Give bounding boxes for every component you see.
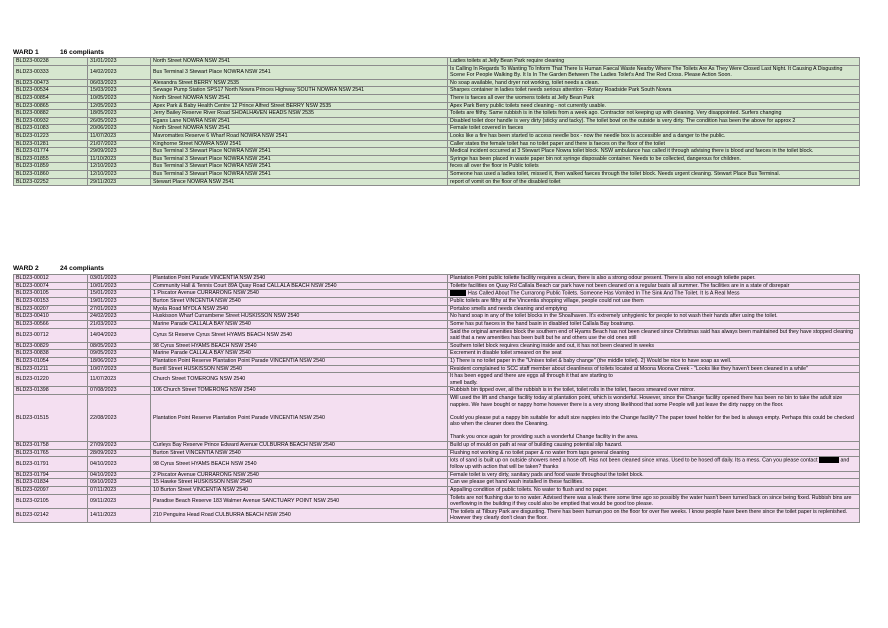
table-row xyxy=(14,275,860,283)
complaint-id-cell: BLD23-01054 xyxy=(14,357,88,365)
description-cell: Caller states the female toilet has no toilet paper and there is faeces on the floor of the toilet xyxy=(448,140,860,148)
date-cell: 27/09/2023 xyxy=(88,442,151,450)
table-row xyxy=(14,79,860,87)
table-row xyxy=(14,170,860,178)
ward-1-heading xyxy=(13,49,104,56)
table-row xyxy=(14,320,860,328)
table-row xyxy=(14,328,860,342)
description-cell: Rubbish bin tipped over, all the rubbish is in the toilet, toilet rolls in the toilet, faeces smeared over mirror. xyxy=(448,387,860,395)
table-row xyxy=(14,87,860,95)
date-cell: 09/05/2023 xyxy=(88,350,151,358)
address-cell: 10 Burton Street VINCENTIA NSW 2540 xyxy=(151,487,448,495)
date-cell: 26/05/2023 xyxy=(88,117,151,125)
description-cell: Build up of mould on path at rear of building causing potential slip hazard. xyxy=(448,442,860,450)
description-cell: Syringe has been placed in waste paper bin not syringe disposable container. Needs to be collected, dangerous for children. xyxy=(448,155,860,163)
address-cell: North Street NOWRA NSW 2541 xyxy=(151,94,448,102)
complaint-id-cell: BLD23-01859 xyxy=(14,163,88,171)
ward-2-count: 24 compliants xyxy=(60,265,104,272)
complaint-id-cell: BLD23-02252 xyxy=(14,178,88,186)
complaint-id-cell: BLD23-01758 xyxy=(14,442,88,450)
date-cell: 14/02/2023 xyxy=(88,65,151,79)
ward-1-table xyxy=(13,57,860,186)
address-cell: Community Hall & Tennis Court 89A Quay Road CALLALA BEACH NSW 2540 xyxy=(151,282,448,290)
description-cell: report of vomit on the floor of the disabled toilet xyxy=(448,178,860,186)
date-cell: 10/01/2023 xyxy=(88,282,151,290)
description-cell: Resident complained to SCC staff member about cleanliness of toilets located at Moona Moona Creek - "Looks like they haven't been cleaned in a while" xyxy=(448,365,860,373)
complaint-id-cell: BLD23-00105 xyxy=(14,290,88,298)
complaint-id-cell: BLD23-00207 xyxy=(14,305,88,313)
date-cell: 11/10/2023 xyxy=(88,155,151,163)
complaint-id-cell: BLD23-02097 xyxy=(14,487,88,495)
complaint-id-cell: BLD23-00153 xyxy=(14,298,88,306)
table-row xyxy=(14,65,860,79)
ward-2-heading xyxy=(13,265,104,272)
description-cell xyxy=(448,457,860,472)
address-cell: 98 Cyrus Street HYAMS BEACH NSW 2540 xyxy=(151,457,448,472)
description-text: lots of sand is built up on outside showers need a hose off. Has not been cleaned since xmas. Used to be hosed off daily. Its a mess. Can you please contact xyxy=(450,457,818,464)
complaint-id-cell: BLD23-01083 xyxy=(14,125,88,133)
description-cell: No soap available, hand dryer not working, toilet needs a clean. xyxy=(448,79,860,87)
address-cell: Burrill Street HUSKISSON NSW 2540 xyxy=(151,365,448,373)
address-cell: Bus Terminal 3 Stewart Place NOWRA NSW 2541 xyxy=(151,148,448,156)
date-cell: 09/11/2023 xyxy=(88,494,151,508)
complaint-id-cell: BLD23-00865 xyxy=(14,102,88,110)
description-cell: Toilets are filthy. Same rubbish is in the toilets from a week ago. Contractor not keeping up with cleaning. Very disappointed. Surfers changing xyxy=(448,110,860,118)
description-cell: Flushing not working & no toilet paper & no water from taps general cleaning xyxy=(448,449,860,457)
description-cell: It has been egged and there are eggs all through it that are starting to smell badly. xyxy=(448,373,860,387)
date-cell: 08/05/2023 xyxy=(88,342,151,350)
date-cell: 15/01/2023 xyxy=(88,290,151,298)
date-cell: 29/11/2023 xyxy=(88,178,151,186)
table-row xyxy=(14,117,860,125)
table-row xyxy=(14,110,860,118)
date-cell: 07/11/2023 xyxy=(88,487,151,495)
ward-1-count: 16 compliants xyxy=(60,49,104,56)
address-cell: 2 Piscator Avenue CURRARONG NSW 2540 xyxy=(151,471,448,479)
address-cell: Marine Parade CALLALA BAY NSW 2540 xyxy=(151,320,448,328)
description-cell: Plantation Point public toilette facility requires a clean, there is also a strong odour present. There is also not enough toilette paper. xyxy=(448,275,860,283)
table-row xyxy=(14,305,860,313)
table-row xyxy=(14,442,860,450)
table-row xyxy=(14,479,860,487)
address-cell: Jerry Bailey Reserve River Road SHOALHAVEN HEADS NSW 2535 xyxy=(151,110,448,118)
address-cell: Cyrus St Reserve Cyrus Street HYAMS BEACH NSW 2540 xyxy=(151,328,448,342)
complaint-id-cell: BLD23-01398 xyxy=(14,387,88,395)
complaint-id-cell: BLD23-00932 xyxy=(14,117,88,125)
description-cell: Is Calling In Regards To Wanting To Inform That There Is Human Faecal Waste Nearby Where The Toilets Are As They Were Closed Last Night. It Causing A Disgusting Scene For People Walking By. It Is In The Garden Between The Ladies Toilet's And The Red Cross. Please Action Soon. xyxy=(448,65,860,79)
description-cell: No hand soap in any of the toilet blocks in the Shoalhaven. It's extremely unhygienic for people to not wash their hands after using the toilet. xyxy=(448,313,860,321)
date-cell: 22/08/2023 xyxy=(88,394,151,441)
complaint-id-cell: BLD23-00854 xyxy=(14,94,88,102)
description-cell: Public toilets are filthy at the Vincentia shopping village, people could not use them xyxy=(448,298,860,306)
date-cell: 11/07/2023 xyxy=(88,132,151,140)
address-cell: Burton Street VINCENTIA NSW 2540 xyxy=(151,449,448,457)
complaint-id-cell: BLD23-02142 xyxy=(14,508,88,522)
complaint-id-cell: BLD23-01281 xyxy=(14,140,88,148)
complaint-id-cell: BLD23-02105 xyxy=(14,494,88,508)
description-cell: Apex Park Berry public toilets need cleaning - not currently usable. xyxy=(448,102,860,110)
address-cell: Marine Parade CALLALA BAY NSW 2540 xyxy=(151,350,448,358)
table-row xyxy=(14,140,860,148)
address-cell: 15 Hawke Street HUSKISSON NSW 2540 xyxy=(151,479,448,487)
description-cell: Can we please get hand wash installed in these facilities. xyxy=(448,479,860,487)
date-cell: 15/03/2023 xyxy=(88,87,151,95)
description-cell: Medical incident occurred at 3 Stewart Place Nowra toilet block. NSW ambulance has called it through advising there is blood and faeces in the toilet block. xyxy=(448,148,860,156)
table-row xyxy=(14,449,860,457)
description-cell: Someone has used a ladies toilet, missed it, then walked faeces through the toilet block. Needs urgent cleaning. Stewart Place Bus Terminal. xyxy=(448,170,860,178)
complaint-id-cell: BLD23-00566 xyxy=(14,320,88,328)
date-cell: 29/09/2023 xyxy=(88,148,151,156)
address-cell: Plantation Point Reserve Plantation Point Parade VINCENTIA NSW 2540 xyxy=(151,394,448,441)
ward-2-table xyxy=(13,274,860,523)
description-cell: Excrement in disable toilet smeared on the seat xyxy=(448,350,860,358)
table-row xyxy=(14,282,860,290)
address-cell: Mavromattes Reserve 6 Wharf Road NOWRA NSW 2541 xyxy=(151,132,448,140)
date-cell: 09/10/2023 xyxy=(88,479,151,487)
address-cell: Burton Street VINCENTIA NSW 2540 xyxy=(151,298,448,306)
address-cell: 210 Penguins Head Road CULBURRA BEACH NSW 2540 xyxy=(151,508,448,522)
complaint-id-cell: BLD23-00712 xyxy=(14,328,88,342)
table-row xyxy=(14,94,860,102)
date-cell: 10/05/2023 xyxy=(88,94,151,102)
redaction-block xyxy=(450,290,466,296)
table-row xyxy=(14,148,860,156)
description-cell: The toilets at Tilbury Park are disgusting. There has been human poo on the floor for over five weeks. I know people have been there since the toilet paper is replenished. However they clearly don't clean the floor. xyxy=(448,508,860,522)
complaint-id-cell: BLD23-00238 xyxy=(14,58,88,66)
address-cell: Plantation Point Reserve Plantation Point Parade VINCENTIA NSW 2540 xyxy=(151,357,448,365)
complaint-id-cell: BLD23-01774 xyxy=(14,148,88,156)
date-cell: 11/07/2023 xyxy=(88,373,151,387)
date-cell: 12/05/2023 xyxy=(88,102,151,110)
date-cell: 03/01/2023 xyxy=(88,275,151,283)
description-cell: feces all over the floor in Public toilets xyxy=(448,163,860,171)
table-row xyxy=(14,457,860,472)
date-cell: 04/10/2023 xyxy=(88,457,151,472)
complaint-id-cell: BLD23-00410 xyxy=(14,313,88,321)
address-cell: Myola Road MYOLA NSW 2540 xyxy=(151,305,448,313)
address-cell: Sewage Pump Station SPS17 North Nowra Princes Highway SOUTH NOWRA NSW 2541 xyxy=(151,87,448,95)
date-cell: 18/06/2023 xyxy=(88,357,151,365)
date-cell: 27/01/2023 xyxy=(88,305,151,313)
date-cell: 18/05/2023 xyxy=(88,110,151,118)
complaint-id-cell: BLD23-00333 xyxy=(14,65,88,79)
table-row xyxy=(14,155,860,163)
complaint-id-cell: BLD23-01515 xyxy=(14,394,88,441)
complaint-id-cell: BLD23-00473 xyxy=(14,79,88,87)
complaint-id-cell: BLD23-01860 xyxy=(14,170,88,178)
description-cell: There is faeces all over the womens toilets at Jelly Bean Park xyxy=(448,94,860,102)
table-row xyxy=(14,342,860,350)
date-cell: 10/07/2023 xyxy=(88,365,151,373)
description-cell: Female toilet covered in faeces xyxy=(448,125,860,133)
table-row xyxy=(14,357,860,365)
date-cell: 12/10/2023 xyxy=(88,170,151,178)
address-cell: 1 Piscator Avenue CURRARONG NSW 2540 xyxy=(151,290,448,298)
description-cell: Will used the lift and change facility today at plantation point, which is wonderful. However, since the Change facility opened there has been no bin to take the adult size nappies. We have bought or nappy home however there is a very strong likelihood that some People will just leave the dirty nappy on the floor. Could you please put a nappy bin suitable for adult size nappies into the Change facility? The paper towel holder for the bed is always empty. Perhaps this could be checked also when the cleaner does the Ckeaning. Thank you once again for providing such a wonderful Change facility in the area. xyxy=(448,394,860,441)
description-cell: 1) There is no toilet paper in the "Unisex toilet & baby change" (the middle toilet). 2) Would be nice to have soap as well. xyxy=(448,357,860,365)
description-text-continued: and follow up with action that will be taken? thanks xyxy=(450,457,850,471)
ward-2-name: WARD 2 xyxy=(13,265,39,272)
description-cell xyxy=(448,290,860,298)
description-cell: Toilette facilities on Quay Rd Callala Beach car park have not been cleaned on a regular basis all summer. The facilities are in a state of disrepair xyxy=(448,282,860,290)
address-cell: Curleys Bay Reserve Prince Edward Avenue CULBURRA BEACH NSW 2540 xyxy=(151,442,448,450)
table-row xyxy=(14,471,860,479)
table-row xyxy=(14,178,860,186)
description-cell: Appalling condition of public toilets. No water to flush and no paper. xyxy=(448,487,860,495)
description-cell: Said the original amenities block the southern end of Hyams Beach has not been cleaned since Christmas said has always been maintained but they have stopped cleaning said that a new amenities has been built but he and others use the old ones still xyxy=(448,328,860,342)
table-row xyxy=(14,163,860,171)
description-cell: Portaloo smells and needs cleaning and emptying xyxy=(448,305,860,313)
table-row xyxy=(14,365,860,373)
description-cell: Southern toilet block requires cleaning inside and out, it has not been cleaned in weeks xyxy=(448,342,860,350)
description-cell: Looks like a fire has been started to access needle box - now the needle box is accessible and a danger to the public. xyxy=(448,132,860,140)
date-cell: 21/07/2023 xyxy=(88,140,151,148)
address-cell: North Street NOWRA NSW 2541 xyxy=(151,125,448,133)
address-cell: North Street NOWRA NSW 2541 xyxy=(151,58,448,66)
complaint-id-cell: BLD23-00882 xyxy=(14,110,88,118)
table-row xyxy=(14,125,860,133)
complaint-id-cell: BLD23-01791 xyxy=(14,457,88,472)
address-cell: 98 Cyrus Street HYAMS BEACH NSW 2540 xyxy=(151,342,448,350)
date-cell: 31/01/2023 xyxy=(88,58,151,66)
table-row xyxy=(14,58,860,66)
date-cell: 14/04/2023 xyxy=(88,328,151,342)
date-cell: 21/03/2023 xyxy=(88,320,151,328)
address-cell: Alexandra Street BERRY NSW 2535 xyxy=(151,79,448,87)
table-row xyxy=(14,350,860,358)
complaint-id-cell: BLD23-00829 xyxy=(14,342,88,350)
description-cell: Disabled toilet door handle is very dirty (sticky and tacky). The toilet bowl on the outside is very dirty. The condition has been the above for approx 2 xyxy=(448,117,860,125)
table-row xyxy=(14,394,860,441)
date-cell: 06/03/2023 xyxy=(88,79,151,87)
address-cell: 106 Church Street TOMERONG NSW 2540 xyxy=(151,387,448,395)
complaint-id-cell: BLD23-01855 xyxy=(14,155,88,163)
date-cell: 07/08/2023 xyxy=(88,387,151,395)
complaint-id-cell: BLD23-01223 xyxy=(14,132,88,140)
address-cell: Kinghorne Street NOWRA NSW 2541 xyxy=(151,140,448,148)
description-text: Has Called About The Currarong Public Toilets. Someone Has Vomited In The Sink And The Toilet. It Is A Real Mess xyxy=(468,290,740,297)
complaint-id-cell: BLD23-01211 xyxy=(14,365,88,373)
address-cell: Huskisson Wharf Currambene Street HUSKISSON NSW 2540 xyxy=(151,313,448,321)
date-cell: 14/11/2023 xyxy=(88,508,151,522)
address-cell: Apex Park & Baby Health Centre 12 Prince Alfred Street BERRY NSW 2535 xyxy=(151,102,448,110)
table-row xyxy=(14,508,860,522)
date-cell: 19/01/2023 xyxy=(88,298,151,306)
address-cell: Church Street TOMERONG NSW 2540 xyxy=(151,373,448,387)
description-cell: Sharpes container in ladies toilet needs serious attention - Rotary Roadside Park South Nowra xyxy=(448,87,860,95)
address-cell: Bus Terminal 3 Stewart Place NOWRA NSW 2541 xyxy=(151,155,448,163)
description-cell: Toilets are not flushing due to no water. Advised there was a leak there some time ago so possibly the water hasn't been turned back on since being fixed. Rubbish bins are overflowing in the building if they could also be emptied that would be good too please. xyxy=(448,494,860,508)
table-row xyxy=(14,373,860,387)
address-cell: Bus Terminal 3 Stewart Place NOWRA NSW 2541 xyxy=(151,170,448,178)
address-cell: Stewart Place NOWRA NSW 2541 xyxy=(151,178,448,186)
table-row xyxy=(14,290,860,298)
address-cell: Plantation Point Parade VINCENTIA NSW 2540 xyxy=(151,275,448,283)
complaint-id-cell: BLD23-00074 xyxy=(14,282,88,290)
complaint-id-cell: BLD23-01834 xyxy=(14,479,88,487)
address-cell: Bus Terminal 3 Stewart Place NOWRA NSW 2541 xyxy=(151,65,448,79)
date-cell: 04/10/2023 xyxy=(88,471,151,479)
complaint-id-cell: BLD23-01220 xyxy=(14,373,88,387)
complaint-id-cell: BLD23-01765 xyxy=(14,449,88,457)
date-cell: 12/10/2023 xyxy=(88,163,151,171)
complaint-id-cell: BLD23-00012 xyxy=(14,275,88,283)
redaction-block xyxy=(819,457,839,463)
date-cell: 24/02/2023 xyxy=(88,313,151,321)
address-cell: Egans Lane NOWRA NSW 2541 xyxy=(151,117,448,125)
complaint-id-cell: BLD23-01794 xyxy=(14,471,88,479)
table-row xyxy=(14,298,860,306)
address-cell: Bus Terminal 3 Stewart Place NOWRA NSW 2541 xyxy=(151,163,448,171)
table-row xyxy=(14,102,860,110)
table-row xyxy=(14,487,860,495)
complaint-id-cell: BLD23-00534 xyxy=(14,87,88,95)
complaint-id-cell: BLD23-00838 xyxy=(14,350,88,358)
table-row xyxy=(14,132,860,140)
table-row xyxy=(14,387,860,395)
table-row xyxy=(14,313,860,321)
ward-1-name: WARD 1 xyxy=(13,49,39,56)
table-row xyxy=(14,494,860,508)
description-cell: Some has put faeces in the hand basin in disabled toilet Callala Bay boatramp. xyxy=(448,320,860,328)
description-cell: Ladies toilets at Jelly Bean Park require cleaning xyxy=(448,58,860,66)
description-cell: Female toilet is very dirty, sanitary pads and food waste throughout the toilet block. xyxy=(448,471,860,479)
address-cell: Paradise Beach Reserve 183 Walmer Avenue SANCTUARY POINT NSW 2540 xyxy=(151,494,448,508)
date-cell: 20/06/2023 xyxy=(88,125,151,133)
date-cell: 28/09/2023 xyxy=(88,449,151,457)
